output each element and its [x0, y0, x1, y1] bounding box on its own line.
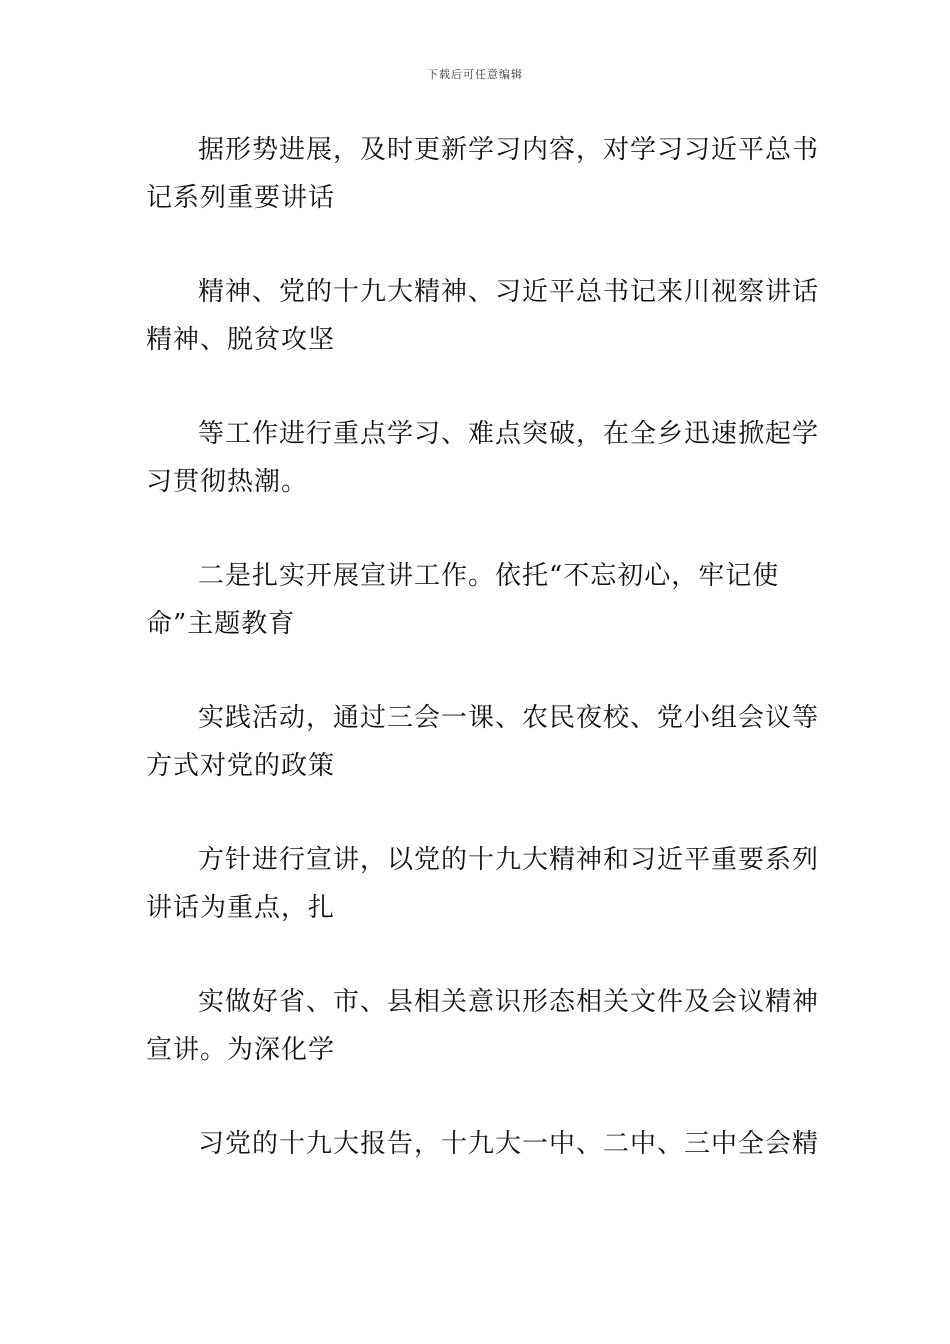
document-body: [146, 126, 820, 1214]
paragraph: [146, 694, 820, 790]
paragraph-line: 习党的十九大报告，十九大一中、二中、三中全会精: [198, 1129, 820, 1159]
paragraph: [146, 552, 806, 648]
paragraph-line: 据形势进展，及时更新学习内容，对学习习近平总书: [198, 135, 820, 165]
paragraph: [146, 1120, 820, 1168]
paragraph: [146, 126, 820, 222]
paragraph: [146, 836, 820, 932]
paragraph-line: 精神、党的十九大精神、习近平总书记来川视察讲话: [198, 277, 820, 307]
paragraph-line: 实做好省、市、县相关意识形态相关文件及会议精神: [198, 987, 820, 1017]
paragraph-line: 精神、脱贫攻坚: [146, 325, 336, 355]
paragraph-line: 宣讲。为深化学: [146, 1035, 336, 1065]
paragraph: [146, 268, 820, 364]
paragraph-line: 二是扎实开展宣讲工作。依托“不忘初心，牢记使: [198, 561, 780, 591]
paragraph-line: 记系列重要讲话: [146, 183, 336, 213]
paragraph: [146, 978, 820, 1074]
paragraph: [146, 410, 820, 506]
header-note: 下载后可任意编辑: [427, 68, 523, 81]
paragraph-line: 习贯彻热潮。: [146, 467, 309, 497]
paragraph-line: 方针进行宣讲，以党的十九大精神和习近平重要系列: [198, 845, 820, 875]
paragraph-line: 等工作进行重点学习、难点突破，在全乡迅速掀起学: [198, 419, 820, 449]
paragraph-line: 实践活动，通过三会一课、农民夜校、党小组会议等: [198, 703, 820, 733]
paragraph-line: 方式对党的政策: [146, 751, 336, 781]
paragraph-line: 讲话为重点，扎: [146, 893, 336, 923]
paragraph-line: 命”主题教育: [146, 609, 296, 639]
